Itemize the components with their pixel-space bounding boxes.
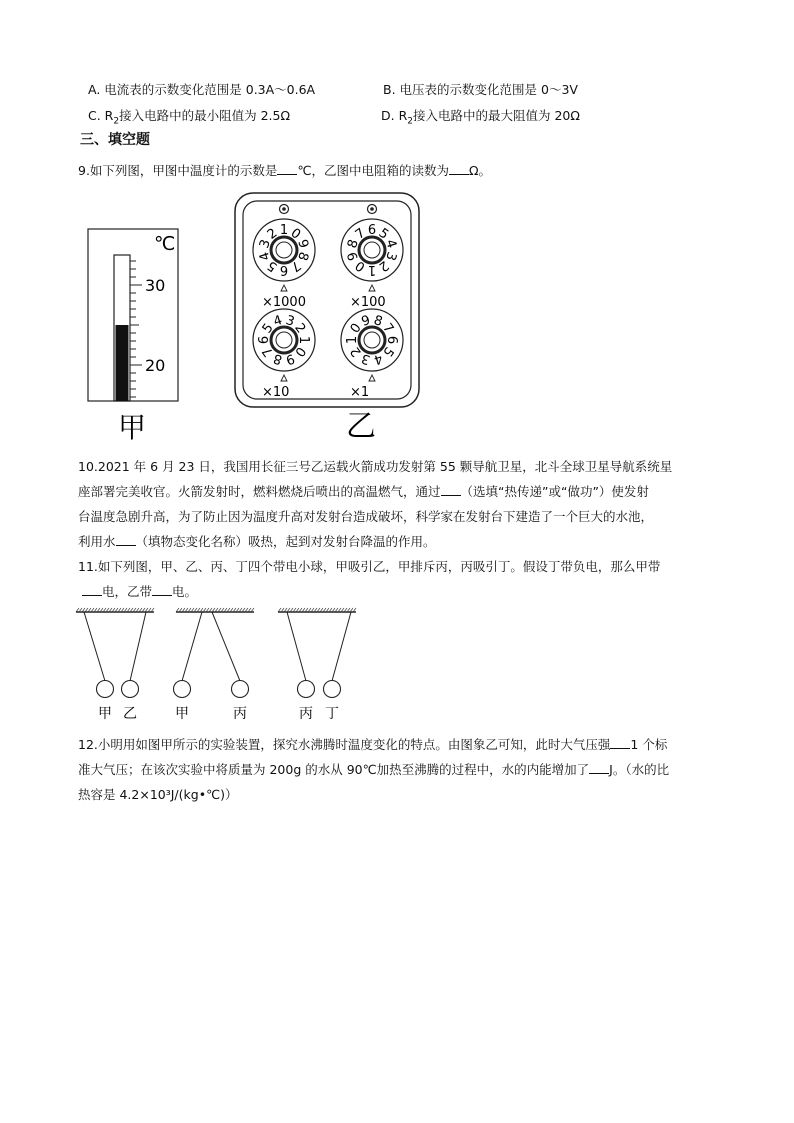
dial-digit: 4	[371, 350, 385, 367]
dial-digit: 6	[384, 335, 399, 345]
dial-digit: 2	[347, 343, 365, 360]
dial-multiplier-label: ×1000	[262, 295, 306, 310]
resistance-dial[interactable]	[253, 309, 315, 400]
pointer-triangle-icon	[281, 375, 287, 381]
dial-digit: 4	[382, 237, 399, 251]
question-12-line3: 热容是 4.2×10³J/(kg•℃)）	[78, 787, 238, 802]
charged-ball	[174, 681, 191, 698]
charged-ball	[324, 681, 341, 698]
dial-digit: 2	[264, 225, 281, 243]
mercury-column	[116, 325, 129, 401]
resistance-dial[interactable]	[341, 219, 403, 310]
section-heading: 三、填空题	[80, 132, 150, 148]
ball-label: 甲	[98, 706, 112, 722]
answer-blank[interactable]	[277, 162, 297, 175]
pointer-triangle-icon	[369, 375, 375, 381]
dial-multiplier-label: ×1	[350, 385, 370, 400]
dial-digit: 6	[367, 223, 377, 238]
dial-digit: 6	[257, 335, 272, 345]
dial-digit: 1	[296, 335, 311, 345]
option-c: C. $R_2$接入电路中的最小阻值为 2.5Ω	[88, 108, 291, 127]
answer-blank[interactable]	[116, 533, 136, 546]
dial-digit: 2	[291, 320, 309, 337]
dial-digit: 9	[359, 313, 373, 330]
resistance-dial[interactable]	[253, 219, 315, 310]
dial-digit: 7	[352, 225, 369, 243]
option-d: D. $R_2$接入电路中的最大阻值为 20Ω	[381, 108, 580, 127]
question-12-line1: 12.小明用如图甲所示的实验装置，探究水沸腾时温度变化的特点。由图象乙可知，此时大气压强 1 个标	[78, 737, 668, 752]
option-a: A. 电流表的示数变化范围是 0.3A～0.6A	[88, 82, 316, 97]
dial-digit: 0	[291, 343, 309, 360]
dial-digit: 4	[271, 313, 285, 330]
answer-blank[interactable]	[152, 583, 172, 596]
dial-digit: 1	[367, 262, 377, 277]
dial-digit: 5	[264, 257, 281, 275]
dial-digit: 1	[345, 335, 360, 345]
dial-digit: 5	[375, 225, 392, 243]
dial-digit: 7	[259, 343, 277, 360]
charged-ball	[298, 681, 315, 698]
tick-label-lower: 20	[145, 356, 166, 375]
charged-ball-pair	[76, 608, 154, 722]
dial-digit: 7	[287, 257, 304, 275]
ball-label: 丁	[325, 706, 339, 722]
tick-label-upper: 30	[145, 276, 166, 295]
question-10-line2: 座部署完美收官。火箭发射时，燃料燃烧后喷出的高温燃气，通过 （选填“热传递”或“做功”）使发射	[78, 484, 649, 499]
question-12-line2: 准大气压；在该次实验中将质量为 200g 的水从 90℃加热至沸腾的过程中，水的内能增加了 J。（水的比	[78, 762, 670, 777]
dial-digit: 2	[375, 257, 392, 275]
answer-blank[interactable]	[82, 583, 102, 596]
dial-digit: 8	[294, 249, 311, 263]
ball-label: 甲	[175, 706, 189, 722]
dial-digit: 0	[347, 320, 365, 337]
question-10-line4: 利用水 （填物态变化名称）吸热，起到对发射台降温的作用。	[78, 534, 436, 549]
ball-label: 丙	[299, 706, 313, 722]
dial-digit: 9	[294, 237, 311, 251]
dial-digit: 8	[271, 350, 285, 367]
dial-digit: 3	[382, 249, 399, 263]
charged-ball-pair	[278, 608, 356, 722]
answer-blank[interactable]	[589, 761, 609, 774]
question-11-line2: 电，乙带 电。	[78, 581, 728, 603]
dial-digit: 1	[279, 223, 289, 238]
question-9-text: 9.如下列图，甲图中温度计的示数是 ℃，乙图中电阻箱的读数为 Ω。	[78, 163, 492, 178]
dial-digit: 8	[371, 313, 385, 330]
charged-ball	[97, 681, 114, 698]
dial-digit: 3	[359, 350, 373, 367]
dial-digit: 4	[257, 249, 274, 263]
option-b: B. 电压表的示数变化范围是 0～3V	[383, 82, 578, 97]
dial-digit: 7	[379, 320, 397, 337]
dial-digit: 9	[345, 249, 362, 263]
dial-multiplier-label: ×100	[350, 295, 386, 310]
dial-digit: 3	[257, 237, 274, 251]
dial-digit: 5	[379, 343, 397, 360]
figure-label-yi: 乙	[346, 409, 376, 440]
question-10-line1: 10.2021 年 6 月 23 日，我国用长征三号乙运载火箭成功发射第 55 颗导航卫星，北斗全球卫星导航系统星	[78, 459, 673, 474]
dial-digit: 0	[287, 225, 304, 243]
unit-label: ℃	[154, 233, 176, 255]
pointer-triangle-icon	[281, 285, 287, 291]
answer-blank[interactable]	[449, 162, 469, 175]
dial-digit: 8	[345, 237, 362, 251]
ball-label: 丙	[233, 706, 247, 722]
charged-balls-figure	[72, 603, 372, 723]
resistance-dial[interactable]	[341, 309, 403, 400]
charged-ball	[232, 681, 249, 698]
answer-blank[interactable]	[441, 483, 461, 496]
charged-ball	[122, 681, 139, 698]
charged-ball-pair	[174, 608, 255, 722]
answer-blank[interactable]	[610, 736, 630, 749]
dial-digit: 3	[283, 313, 297, 330]
dial-digit: 6	[279, 262, 289, 277]
resistance-box-figure	[232, 190, 422, 440]
question-10-line3: 台温度急剧升高，为了防止因为温度升高对发射台造成破坏，科学家在发射台下建造了一个巨大的水池，	[78, 509, 654, 524]
dial-digit: 5	[259, 320, 277, 337]
dial-multiplier-label: ×10	[262, 385, 290, 400]
thermometer-figure	[78, 225, 198, 445]
ball-label: 乙	[123, 706, 137, 722]
dial-digit: 9	[283, 350, 297, 367]
pointer-triangle-icon	[369, 285, 375, 291]
figure-label-jia: 甲	[118, 411, 147, 444]
dial-digit: 0	[352, 257, 369, 275]
question-11-line1: 11.如下列图，甲、乙、丙、丁四个带电小球，甲吸引乙，甲排斥丙，丙吸引丁。假设丁带负电，那么甲带	[78, 559, 661, 574]
